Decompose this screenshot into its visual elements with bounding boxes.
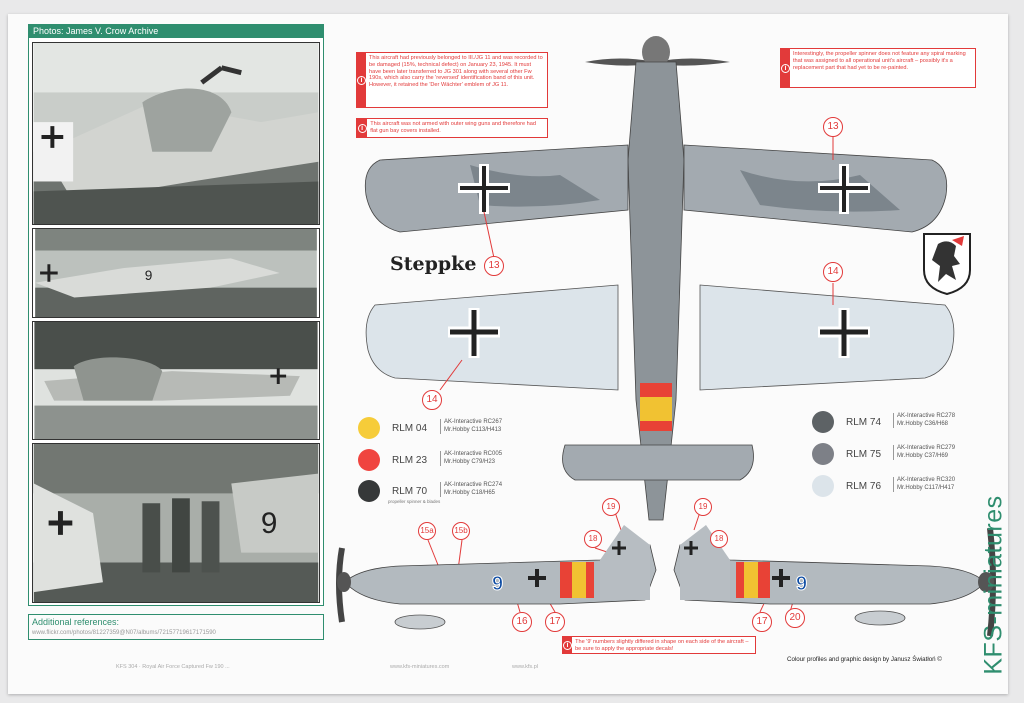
callout-14-right: 14 bbox=[823, 262, 843, 282]
info-icon: i bbox=[357, 53, 366, 107]
callout-16: 16 bbox=[512, 612, 532, 632]
callout-18-left: 18 bbox=[584, 530, 602, 548]
callout-17-left: 17 bbox=[545, 612, 565, 632]
info-icon: i bbox=[357, 119, 367, 137]
swatch-rlm23 bbox=[358, 449, 380, 471]
rlm70-note: propeller spinner & blades bbox=[388, 499, 441, 504]
info-icon: i bbox=[563, 637, 572, 653]
rlm04-paints: AK-Interactive RC267 Mr.Hobby C113/H413 bbox=[440, 419, 502, 434]
svg-text:9: 9 bbox=[492, 573, 504, 595]
rlm75-paints: AK-Interactive RC279 Mr.Hobby C37/H69 bbox=[893, 445, 955, 460]
swatch-rlm04 bbox=[358, 417, 380, 439]
note-numbers: i The '9' numbers slightly differed in shape on each side of the aircraft – be sure to apply the appropriate decals! bbox=[562, 636, 756, 654]
steppke-emblem: Steppke bbox=[390, 253, 477, 275]
der-waechter-emblem bbox=[918, 230, 976, 296]
rlm70-label: RLM 70 bbox=[392, 486, 428, 497]
rlm75-label: RLM 75 bbox=[846, 449, 882, 460]
callout-15a: 15a bbox=[418, 522, 436, 540]
callout-13-left: 13 bbox=[484, 256, 504, 276]
brand-watermark: KFS-miniatures bbox=[979, 495, 1008, 675]
rlm76-paints: AK-Interactive RC320 Mr.Hobby C117/H417 bbox=[893, 477, 955, 492]
callout-19-left: 19 bbox=[602, 498, 620, 516]
design-credit: Colour profiles and graphic design by Janusz Światłoń © bbox=[787, 656, 942, 663]
info-icon: i bbox=[781, 49, 790, 87]
swatch-rlm70 bbox=[358, 480, 380, 502]
footer-series: KFS 304 · Royal Air Force Captured Fw 190 ... bbox=[116, 664, 230, 670]
rlm04-label: RLM 04 bbox=[392, 423, 428, 434]
callout-15b: 15b bbox=[452, 522, 470, 540]
rlm74-label: RLM 74 bbox=[846, 417, 882, 428]
rlm23-label: RLM 23 bbox=[392, 455, 428, 466]
references-link[interactable]: www.flickr.com/photos/81227359@N07/albums/72157719617171590 bbox=[32, 630, 216, 636]
photos-title: Photos: James V. Crow Archive bbox=[29, 25, 323, 38]
swatch-rlm75 bbox=[812, 443, 834, 465]
rlm76-label: RLM 76 bbox=[846, 481, 882, 492]
callout-17-right: 17 bbox=[752, 612, 772, 632]
svg-text:9: 9 bbox=[796, 573, 808, 595]
rlm74-paints: AK-Interactive RC278 Mr.Hobby C36/H68 bbox=[893, 413, 955, 428]
svg-text:9: 9 bbox=[144, 267, 153, 283]
callout-19-right: 19 bbox=[694, 498, 712, 516]
callout-13-top: 13 bbox=[823, 117, 843, 137]
callout-20: 20 bbox=[785, 608, 805, 628]
svg-text:9: 9 bbox=[260, 506, 278, 540]
rlm70-paints: AK-Interactive RC274 Mr.Hobby C18/H65 bbox=[440, 482, 502, 497]
note-spinner: i Interestingly, the propeller spinner does not feature any spiral marking that was assigned to all operational unit's aircraft – possibly it's a replacement part that had yet to be re-painted. bbox=[780, 48, 976, 88]
callout-14-left: 14 bbox=[422, 390, 442, 410]
callout-18-right: 18 bbox=[710, 530, 728, 548]
swatch-rlm76 bbox=[812, 475, 834, 497]
note-armament: i This aircraft was not armed with outer wing guns and therefore had flat gun bay covers installed. bbox=[356, 118, 548, 138]
footer-site[interactable]: www.kfs-miniatures.com bbox=[390, 664, 450, 670]
note-history: i This aircraft had previously belonged to III./JG 11 and was recorded to be damaged (15%, technical defect) on January 23, 1945. It must have been later transferred to JG 301 along with several other Fw 190s, which also carry the 'reversed' identification band of this unit. However, it retained the 'Der Wächter' emblem of JG 11. bbox=[356, 52, 548, 108]
rlm23-paints: AK-Interactive RC005 Mr.Hobby C79/H23 bbox=[440, 451, 502, 466]
swatch-rlm74 bbox=[812, 411, 834, 433]
references-title: Additional references: bbox=[32, 617, 120, 627]
footer-site-2[interactable]: www.kfs.pl bbox=[512, 664, 538, 670]
